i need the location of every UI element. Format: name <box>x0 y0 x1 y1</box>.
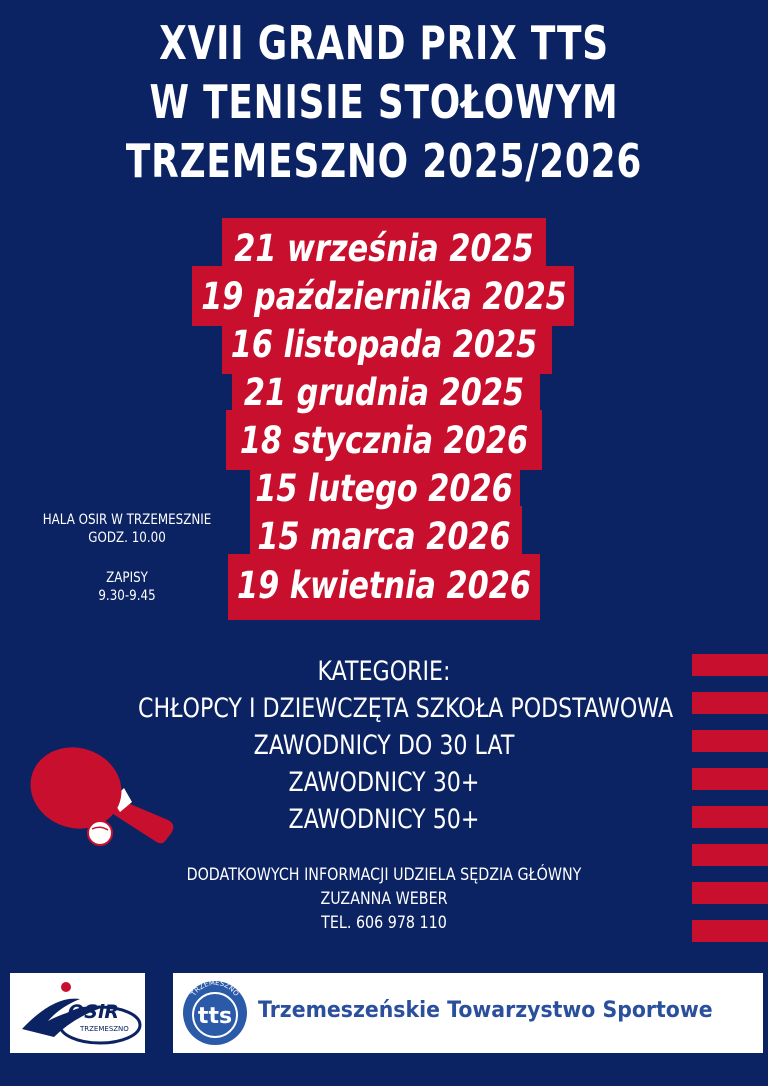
contact-info <box>174 863 594 935</box>
category-item: ZAWODNICY 50+ <box>288 804 480 835</box>
svg-text:TRZEMESZNO: TRZEMESZNO <box>189 979 241 998</box>
registration-label: ZAPISY <box>106 570 148 586</box>
stripe <box>692 730 768 752</box>
category-item: ZAWODNICY DO 30 LAT <box>253 730 515 761</box>
date-item: 21 września 2025 <box>234 227 534 270</box>
date-item: 18 stycznia 2026 <box>239 419 529 462</box>
stripe <box>692 806 768 828</box>
stripe <box>692 882 768 904</box>
tts-emblem-icon <box>181 979 249 1047</box>
stripe <box>692 768 768 790</box>
date-item: 15 marca 2026 <box>257 515 511 558</box>
title-line-2: W TENISIE STOŁOWYM <box>149 75 619 129</box>
category-item: CHŁOPCY I DZIEWCZĘTA SZKOŁA PODSTAWOWA <box>138 693 674 724</box>
osir-logo-subtext: TRZEMESZNO <box>80 1025 129 1033</box>
date-item: 21 grudnia 2025 <box>243 371 525 414</box>
date-item: 15 lutego 2026 <box>255 467 513 510</box>
contact-phone: TEL. 606 978 110 <box>321 913 447 933</box>
tts-logo <box>173 973 763 1053</box>
date-item: 19 kwietnia 2026 <box>237 564 531 607</box>
venue-place: HALA OSIR W TRZEMESZNIE <box>42 512 212 528</box>
stripe <box>692 692 768 714</box>
osir-logo <box>10 973 145 1053</box>
table-tennis-paddle-icon <box>28 740 178 855</box>
stripe <box>692 920 768 942</box>
date-item: 19 października 2025 <box>201 275 567 318</box>
title-line-1: XVII GRAND PRIX TTS <box>159 16 609 70</box>
stripe <box>692 654 768 676</box>
categories-heading: KATEGORIE: <box>317 656 451 687</box>
stripe <box>692 844 768 866</box>
svg-text:tts: tts <box>197 1004 233 1029</box>
osir-logo-text: OSiR <box>68 1001 119 1023</box>
categories-block <box>138 653 674 838</box>
contact-line: DODATKOWYCH INFORMACJI UDZIELA SĘDZIA GŁÓWNY <box>186 865 582 885</box>
date-item: 16 listopada 2025 <box>230 323 538 366</box>
venue-info <box>38 511 217 605</box>
category-item: ZAWODNICY 30+ <box>288 767 480 798</box>
venue-time: GODZ. 10.00 <box>88 530 166 546</box>
decorative-stripes <box>692 654 768 944</box>
title-line-3: TRZEMESZNO 2025/2026 <box>125 134 643 188</box>
contact-name: ZUZANNA WEBER <box>320 889 448 909</box>
registration-time: 9.30-9.45 <box>98 588 156 604</box>
tts-name: Trzemeszeńskie Towarzystwo Sportowe <box>258 998 713 1023</box>
